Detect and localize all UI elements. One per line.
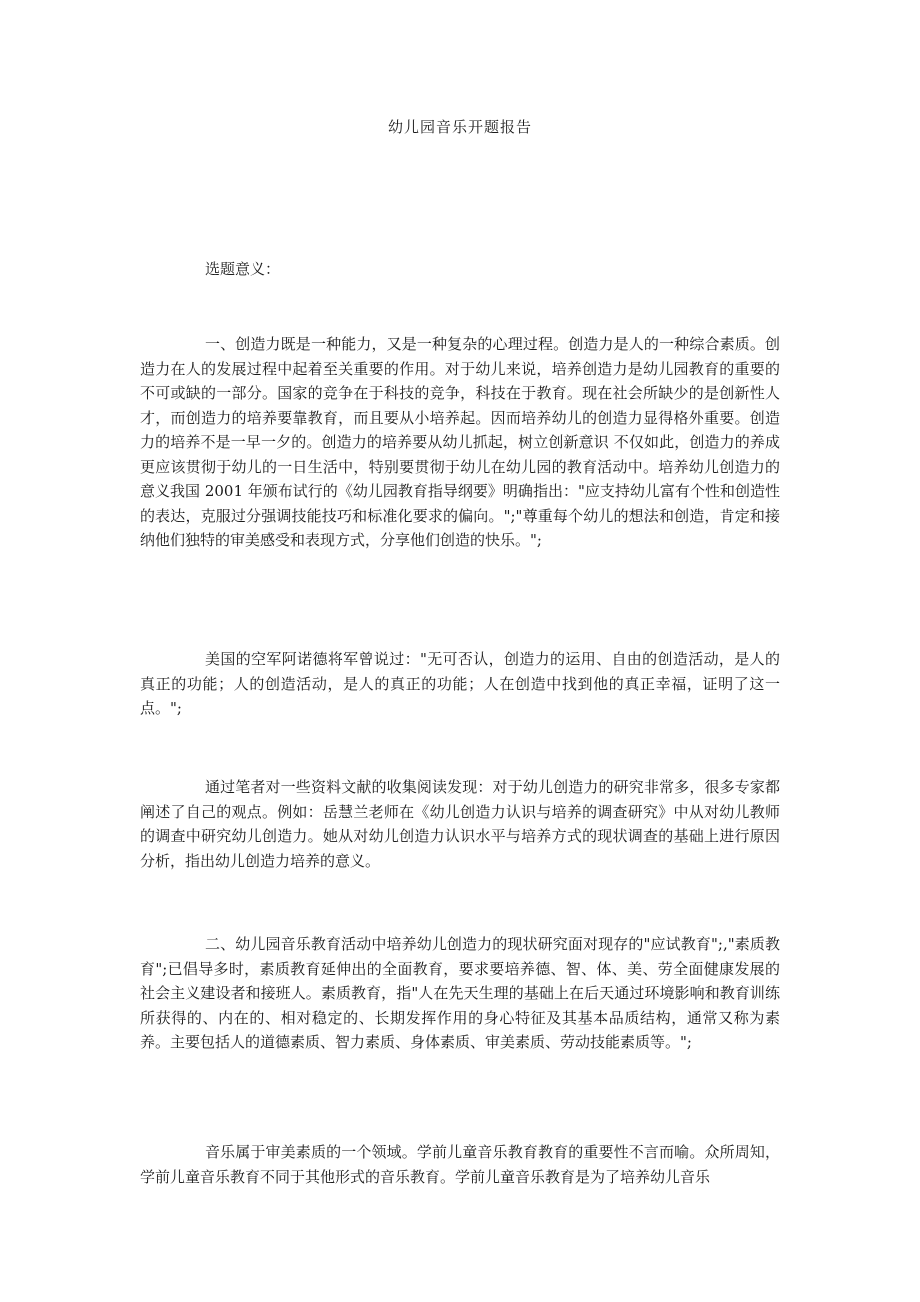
paragraph-literature-review: 通过笔者对一些资料文献的收集阅读发现：对于幼儿创造力的研究非常多，很多专家都阐述了自己的观点。例如：岳慧兰老师在《幼儿创造力认识与培养的调查研究》中从对幼儿教师的调查中研究幼儿创造力。她从对幼儿创造力认识水平与培养方式的现状调查的基础上进行原因分析，指出幼儿创造力培养的意义。 <box>140 778 780 870</box>
document-title: 幼儿园音乐开题报告 <box>387 118 532 136</box>
section-heading: 选题意义： <box>205 260 281 278</box>
paragraph-status-research: 二、幼儿园音乐教育活动中培养幼儿创造力的现状研究面对现存的"应试教育";,"素质教育";已倡导多时，素质教育延伸出的全面教育，要求要培养德、智、体、美、劳全面健康发展的社会主义建设者和接班人。素质教育，指"人在先天生理的基础上在后天通过环境影响和教育训练所获得的、内在的、相对稳定的、长期发挥作用的身心特征及其基本品质结构，通常又称为素养。主要包括人的道德素质、智力素质、身体素质、审美素质、劳动技能素质等。"; <box>140 935 780 1051</box>
paragraph-arnold-quote: 美国的空军阿诺德将军曾说过："无可否认，创造力的运用、自由的创造活动，是人的真正的功能；人的创造活动，是人的真正的功能；人在创造中找到他的真正幸福，证明了这一点。"; <box>140 650 780 717</box>
paragraph-significance-1: 一、创造力既是一种能力，又是一种复杂的心理过程。创造力是人的一种综合素质。创造力在人的发展过程中起着至关重要的作用。对于幼儿来说，培养创造力是幼儿园教育的重要的不可或缺的一部分。国家的竞争在于科技的竞争，科技在于教育。现在社会所缺少的是创新性人才，而创造力的培养要靠教育，而且要从小培养起。因而培养幼儿的创造力显得格外重要。创造力的培养不是一早一夕的。创造力的培养要从幼儿抓起，树立创新意识 不仅如此，创造力的养成更应该贯彻于幼儿的一日生活中，特别要贯彻于幼儿在幼儿园的教育活动中。培养幼儿创造力的意义我国 2001 年颁布试行的《幼儿园教育指导纲要》明确指出："应支持幼儿富有个性和创造性的表达，克服过分强调技能技巧和标准化要求的偏向。";"尊重每个幼儿的想法和创造，肯定和接纳他们独特的审美感受和表现方式，分享他们创造的快乐。"; <box>140 335 780 549</box>
paragraph-music-aesthetics: 音乐属于审美素质的一个领域。学前儿童音乐教育教育的重要性不言而喻。众所周知，学前儿童音乐教育不同于其他形式的音乐教育。学前儿童音乐教育是为了培养幼儿音乐 <box>140 1143 780 1186</box>
